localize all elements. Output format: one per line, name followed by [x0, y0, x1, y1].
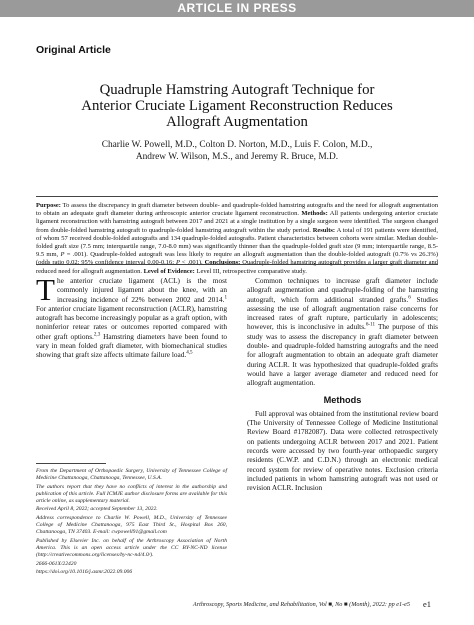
body-left-column: [36, 272, 227, 360]
front-matter-notes: [36, 463, 227, 578]
citation-ref[interactable]: 2,3: [93, 331, 101, 338]
p-value-symbol: P: [60, 251, 65, 259]
author-list: [40, 140, 434, 163]
intro-text: Hamstring diameters have been found to vary in mean folded graft diameter, with biomechanical studies showing that graft size affects ultimate failure load.: [36, 331, 227, 360]
intro-text: he anterior cruciate ligament (ACL) is the most commonly injured ligament about the knee, with an increasing incidence of 22% between 2002 and 2014.: [56, 276, 227, 304]
citation-ref[interactable]: 6: [408, 294, 411, 301]
article-title: [40, 82, 434, 130]
intro-text: For anterior cruciate ligament reconstruction (ACLR), hamstring autograft has become increasingly popular as a graft option, with noninferior retear rates or outcomes reported compared with other graft options.: [36, 303, 227, 341]
p-value-symbol: P: [175, 259, 180, 267]
received-note: Received April 8, 2022; accepted September 13, 2022.: [36, 506, 158, 513]
drop-cap: T: [36, 272, 55, 307]
correspondence-note[interactable]: Address correspondence to Charlie W. Powell, M.D., University of Tennessee College of Medicine Chattanooga, 975 East Third St., Hospital Box 260, Chattanooga, TN 37403. E-mail: cwpowell91@gmail.com: [36, 515, 227, 536]
intro-paragraph: [36, 272, 227, 360]
intro-text: Studies assessing the use of allograft augmentation raise concerns for increased rates of graft rupture, particularly in adolescents; however, this is inconclusive in adults.: [247, 294, 439, 332]
conclusions-label: Conclusions:: [204, 259, 241, 267]
journal-footer: Arthroscopy, Sports Medicine, and Rehabilitation, Vol ■, No ■ (Month), 2022: pp e1-e5: [192, 601, 410, 608]
citation-ref[interactable]: 6-11: [365, 322, 376, 329]
intro-text: Common techniques to increase graft diameter include allograft augmentation and quadruple-folding of the hamstring autograft, which form additional stranded grafts.: [247, 276, 438, 304]
abstract-bottom-rule: [36, 264, 438, 265]
evidence-text: Level III, retrospective comparative study.: [196, 267, 307, 275]
citation-ref[interactable]: 4,5: [186, 349, 193, 356]
citation-ref[interactable]: 1: [224, 294, 227, 301]
purpose-text: To assess the discrepancy in graft diameter between double- and quadruple-folded hamstring autografts and the need for allograft augmentation to obtain an adequate graft diameter during arthroscopic anterior cruciate ligament reconstruction.: [36, 202, 438, 218]
body-right-column: [247, 276, 438, 493]
methods-paragraph: Full approval was obtained from the institutional review board (The University of Tennessee College of Medicine Institutional Review Board #1782087). Data were collected retrospectively on patients undergoing ACLR between 2017 and 2021. Patient records were accessed by two fourth-year orthopaedic surgery residents (C.W.P. and C.D.N.) through an electronic medical record system for review of operative notes. Exclusion criteria included patients in whom hamstring autograft was not used or revision ACLR. Inclusion: [247, 408, 438, 493]
author-line: Charlie W. Powell, M.D., Colton D. Norton, M.D., Luis F. Colon, M.D.,: [101, 140, 373, 150]
license-note[interactable]: Published by Elsevier Inc. on behalf of the Arthroscopy Association of North America. This is an open access article under the CC BY-NC-ND license (http://creativecommons.org/licenses/by-nc-nd/4.0/).: [36, 537, 227, 559]
results-text-cont: = .001). Quadruple-folded autograft was less likely to require an allograft augmentation than the double-folded autograft (0.7% vs 26.3%) (odds ratio 0.02; 95% confidence interval 0.00-0.16;: [36, 251, 438, 267]
notes-rule: [36, 463, 106, 464]
evidence-label: Level of Evidence:: [143, 267, 195, 275]
article-type-label: Original Article: [36, 44, 111, 56]
issn-note: 2666-061X/22420: [36, 560, 77, 567]
results-label: Results:: [312, 226, 336, 234]
purpose-label: Purpose:: [36, 202, 61, 209]
results-text: A total of 191 patients were identified, of whom 57 received double-folded autografts and 134 quadruple-folded autografts. Patient characteristics between cohorts were similar. Median double-folded graft size (7.5 mm; interquartile range, 7.0-8.0 mm) was significantly thinner than the quadruple-folded graft size (9 mm; interquartile range, 8.5-9.5 mm,: [36, 226, 439, 259]
affiliation-note: From the Department of Orthopaedic Surgery, University of Tennessee College of Medicine Chattanooga, Chattanooga, Tennessee, U.S.A.: [36, 468, 227, 482]
methods-heading: Methods: [323, 394, 362, 405]
intro-paragraph: [247, 276, 438, 388]
title-line: Quadruple Hamstring Autograft Technique for: [99, 82, 375, 98]
conclusions-text: Quadruple-folded hamstring autograft provides a larger graft diameter and reduced need for allograft augmentation.: [36, 259, 438, 275]
methods-text: All patients undergoing anterior cruciate ligament reconstruction with hamstring autograft between 2017 and 2021 at a single institution by a single surgeon were identified. The surgeon changed from double-folded hamstring autograft to quadruple-folded hamstring autograft within the study period.: [36, 210, 439, 234]
intro-text: The purpose of this study was to assess the discrepancy in graft diameter between double- and quadruple-folded hamstring autografts and the need for allograft augmentation to obtain an adequate graft diameter during ACLR. It was hypothesized that quadruple-folded grafts would have a larger average diameter and reduced need for allograft augmentation.: [247, 322, 438, 388]
abstract-top-rule: [36, 196, 438, 197]
title-line: Anterior Cruciate Ligament Reconstruction Reduces: [81, 98, 393, 114]
article-in-press-banner: ARTICLE IN PRESS: [0, 0, 474, 17]
title-line: Allograft Augmentation: [166, 114, 308, 130]
page-number: e1: [423, 599, 432, 609]
conflict-note[interactable]: The authors report that they have no conflicts of interest in the authorship and publication of this article. Full ICMJE author disclosure forms are available for this article online, as supplementary material.: [36, 483, 227, 504]
methods-label: Methods:: [301, 210, 328, 218]
doi-link[interactable]: https://doi.org/10.1016/j.asmr.2022.09.006: [36, 569, 133, 576]
author-line: Andrew W. Wilson, M.S., and Jeremy R. Bruce, M.D.: [135, 151, 339, 162]
results-text-end: < .001).: [179, 259, 203, 267]
